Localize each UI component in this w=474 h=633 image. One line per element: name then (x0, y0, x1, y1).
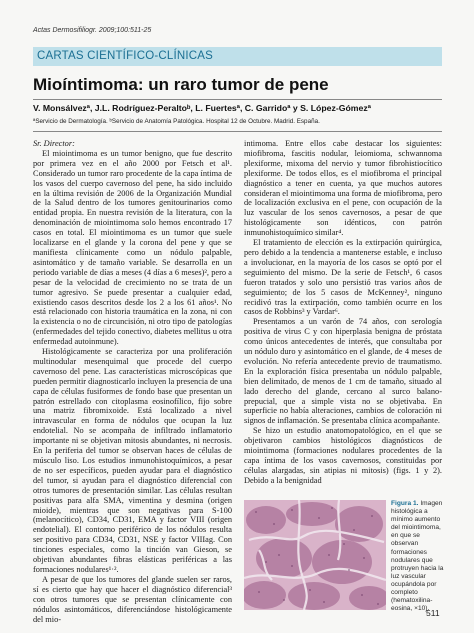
page-number: 511 (426, 608, 440, 618)
paragraph: intimoma. Entre ellos cabe destacar los siguientes: miofibroma, fascitis nodular, leiomioma, schwannoma plexiforme, mixoma del nervio y tumor fibrohistiocítico plexiforme. De todos ellos, es el miofibroma el principal diagnóstico a tener en cuenta, ya que muchos autores consideran el miointimoma una forma de miofibroma, pero de localización exclusiva en el pene, con ocupación de la luz vascular de los senos cavernosos, a pesar de que histológicamente son idénticos, con patrón inmunohistoquímico similar⁴. (244, 139, 442, 238)
paragraph: Se hizo un estudio anatomopatológico, en el que se objetivaron cambios histológicos diagnósticos de miointimoma (formaciones nodulares procedentes de la capa íntima de los vasos cavernosos, constituidas por células alargadas, sin atipias ni mitosis) (figs. 1 y 2). Debido a la benignidad (244, 426, 442, 485)
author-list: V. Monsálvezª, J.L. Rodríguez-Peraltoᵇ, L. Fuertesª, C. Garridoª y S. López-Gómezª (33, 103, 371, 113)
paragraph: El miointimoma es un tumor benigno, que fue descrito por primera vez en el año 2000 por Fetsch et al¹. Considerado un tumor raro procedente de la capa íntima de los vasos del cuerpo cavernoso del pene, ha sido incluido en la última revisión de 2006 de la Organización Mundial de la Salud dentro de los tumores genitourinarios como entidad propia. En nuestra revisión de la literatura, con la denominación de miointimoma solo hemos encontrado 17 casos en total. El miointimoma es un tumor que suele localizarse en el glande y la corona del pene y que se manifiesta clínicamente como un nódulo palpable, asintomático y de tamaño variable. Se desarrolla en un periodo variable de días a meses (4 días a 6 meses)², pero a pesar de la velocidad de crecimiento no se trata de un tumor agresivo. Se puede presentar a cualquier edad, existiendo casos descritos desde los 2 a los 61 años¹. No está relacionado con historia traumática en la zona, ni con la existencia o no de circuncisión, ni otro tipo de patologías (enfermedades del tejido conectivo, diabetes mellitus u otra enfermedad autoinmune). (33, 148, 232, 347)
journal-reference: Actas Dermosifiliogr. 2009;100:511-25 (33, 27, 152, 34)
paragraph: Histológicamente se caracteriza por una proliferación multinodular mesenquimal que procede del cuerpo cavernoso del pene. Las características microscópicas que pueden permitir diagnosticarlo incluyen la presencia de una capa de células fusiformes de fondo base que presentan un patrón estrellado con citoplasma eosinofílico, fijo sobre una matriz fibromixoide. Está localizado a nivel intravascular en forma de nódulos que ocupan la luz endotelial. No se acompaña de infiltrado inflamatorio importante ni se objetivan mitosis abundantes, ni necrosis. En la periferia del tumor se observan haces de células de músculo liso. Los estudios inmunohistoquímicos, a pesar de no ser específicos, pueden ayudar para el diagnóstico del tumor, si ayudan para el diagnóstico diferencial con otros tumores de presentación similar. Las células resultan positivas para alfa SMA, vimentina y desmina (origen mioide), mientras que son negativas para S-100 (melanocítico), CD34, CD31, EMA y factor VIII (origen endotelial). El contorno periférico de los nódulos resulta ser positivo para CD34, CD31, NSE y factor VIIIag. Con tinciones especiales, como la tinción van Gieson, se objetivan abundantes fibras elásticas periféricas a las formaciones nodulares¹·². (33, 347, 233, 574)
left-text-column (33, 139, 232, 624)
right-text-column (244, 139, 442, 486)
paragraph: A pesar de que los tumores del glande suelen ser raros, sí es cierto que hay que hacer el diagnóstico diferencial³ con otros tumores que se presentan clínicamente con nódulos asintomáticos, diferenciándose histológicamente del mio- (33, 574, 232, 624)
paragraph: Presentamos a un varón de 74 años, con serología positiva de virus C y con hiperplasia benigna de próstata como únicos antecedentes de interés, que consultaba por un nódulo duro y asintomático en el glande, de 4 meses de evolución. No refería antecedente previo de traumatismo. En la exploración física presentaba un nódulo palpable, bien delimitado, de menos de 1 cm de tamaño, situado al lado derecho del glande, cercano al surco balano-prepucial, que a simple vista no se objetivaba. En superficie no había alteraciones, cambios de coloración ni signos de inflamación. Se presentaba clínica acompañante. (244, 317, 442, 426)
divider (33, 99, 442, 100)
paragraph: El tratamiento de elección es la extirpación quirúrgica, pero debido a la tendencia a mantenerse estable, e incluso a involucionar, en la mayoría de los casos se optó por el seguimiento del mismo. De la serie de Fetsch¹, 6 casos fueron tratados y solo uno persistió tras varios años de seguimiento; de los 5 casos de McKenney², ninguno recidivó tras la extirpación, como también ocurre en los casos de Robbins³ y Vardar⁶. (244, 238, 442, 317)
histology-image (244, 500, 386, 610)
histology-figure (244, 500, 386, 610)
section-header-band (33, 47, 442, 66)
affiliation: ªServicio de Dermatología. ᵇServicio de Anatomía Patológica. Hospital 12 de Octubre. Madrid. España. (33, 118, 320, 125)
figure-caption (391, 500, 445, 613)
article-title: Mioíntimoma: un raro tumor de pene (33, 75, 329, 94)
figure-label: Figura 1. (391, 500, 419, 507)
divider (33, 131, 442, 132)
section-label: CARTAS CIENTÍFICO-CLÍNICAS (37, 50, 214, 62)
salutation: Sr. Director: (33, 139, 75, 148)
figure-caption-text: Imagen histológica a mínimo aumento del miointimoma, en que se observan formaciones nodulares que protruyen hacia la luz vascular ocupándola por completo (hematoxilina-eosina, ×10). (391, 500, 444, 613)
